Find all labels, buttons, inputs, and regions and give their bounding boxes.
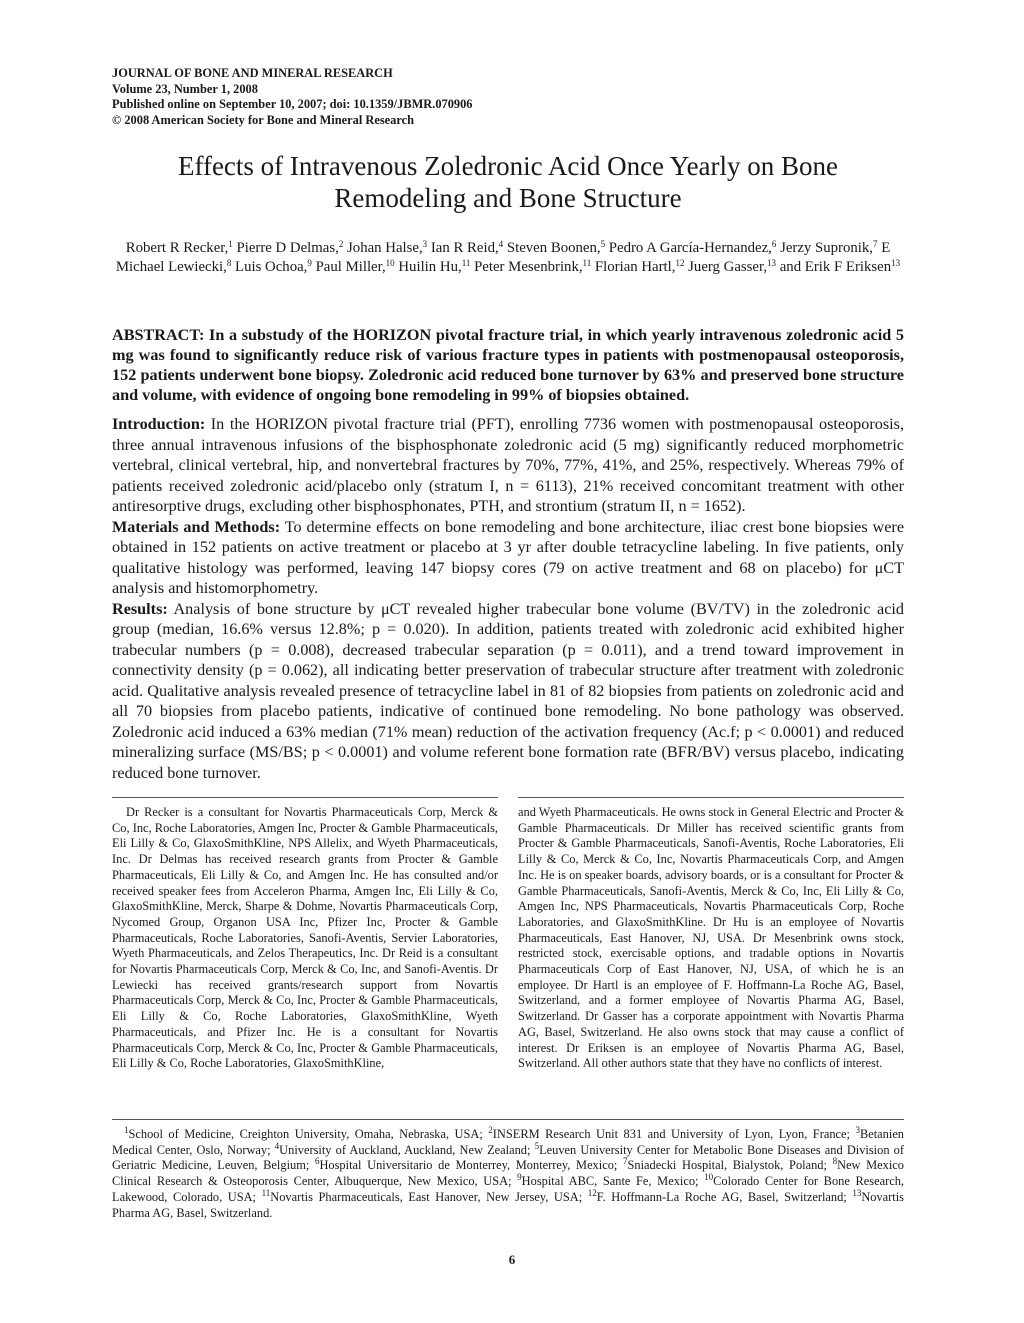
author-affiliation-mark: 1 <box>228 239 233 249</box>
author-name: Paul Miller, <box>315 259 386 275</box>
affiliation-text: Betanien Medical Center, Oslo, Norway; <box>112 1127 905 1157</box>
affiliation-text: University of Auckland, Auckland, New Zealand; <box>279 1142 535 1157</box>
author-name: Huilin Hu, <box>398 259 462 275</box>
author-affiliation-mark: 13 <box>767 258 777 268</box>
journal-doi: Published online on September 10, 2007; doi: 10.1359/JBMR.070906 <box>112 97 473 111</box>
author-affiliation-mark: 12 <box>675 258 685 268</box>
author <box>347 240 427 256</box>
author-name: E Michael Lewiecki, <box>115 240 891 275</box>
author <box>780 240 877 256</box>
affiliation-text: INSERM Research Unit 831 and University of Lyon, Lyon, France; <box>492 1127 856 1141</box>
affiliation-text: Hospital Universitario de Monterrey, Monterrey, Mexico; <box>319 1158 624 1173</box>
disclosure-left-column: Dr Recker is a consultant for Novartis Pharmaceuticals Corp, Merck & Co, Inc, Roche Laboratories, Amgen Inc, Procter & Gamble Pharmaceuticals, Eli Lilly & Co, GlaxoSmithKline, NPS Allelix, and Wyeth Pharmaceuticals, Inc. Dr Delmas has received research grants from Procter & Gamble Pharmaceuticals, Eli Lilly & Co, and Amgen Inc. He has consulted and/or received speaker fees from Acceleron Pharma, Amgen Inc, Eli Lilly & Co, GlaxoSmithKline, Merck, Sharpe & Dohme, Novartis Pharmaceuticals Corp, Nycomed Group, Organon USA Inc, Pfizer Inc, Procter & Gamble Pharmaceuticals, Roche Laboratories, Sanofi-Aventis, Servier Laboratories, Wyeth Pharmaceuticals, and Zelos Therapeutics, Inc. Dr Reid is a consultant for Novartis Pharmaceuticals Corp, Merck & Co, Inc, and Sanofi-Aventis. Dr Lewiecki has received grants/research support from Novartis Pharmaceuticals Corp, Merck & Co, Inc, Procter & Gamble Pharmaceuticals, Eli Lilly & Co, Roche Laboratories, GlaxoSmithKline, Wyeth Pharmaceuticals, and Pfizer Inc. He is a consultant for Novartis Pharmaceuticals Corp, Merck & Co, Inc, Procter & Gamble Pharmaceuticals, Eli Lilly & Co, Roche Laboratories, GlaxoSmithKline, <box>112 805 498 1071</box>
journal-name: JOURNAL OF BONE AND MINERAL RESEARCH <box>112 66 393 80</box>
author-name: Florian Hartl, <box>594 259 676 275</box>
affiliation-text: Colorado Center for Bone Research, Lakewood, Colorado, USA; <box>112 1174 904 1204</box>
author <box>688 259 776 275</box>
author-name: Peter Mesenbrink, <box>474 259 583 275</box>
author-name: Luis Ochoa, <box>235 259 308 275</box>
author-affiliation-mark: 7 <box>872 239 878 249</box>
affiliation-mark: 7 <box>623 1156 628 1167</box>
affiliation-mark: 2 <box>488 1125 493 1135</box>
author-name: Pierre D Delmas, <box>236 240 339 256</box>
author <box>237 240 344 256</box>
section-heading: Materials and Methods: <box>112 517 281 536</box>
author-affiliation-mark: 11 <box>582 258 592 268</box>
author <box>431 240 503 256</box>
author-affiliation-mark: 10 <box>385 258 395 268</box>
author <box>609 240 777 256</box>
author-name: Pedro A García-Hernandez, <box>608 240 772 256</box>
author-affiliation-mark: 13 <box>891 258 901 268</box>
author <box>398 259 470 275</box>
journal-header <box>112 66 912 128</box>
affiliation-divider <box>112 1119 904 1120</box>
author-affiliation-mark: 5 <box>600 239 606 249</box>
author-affiliation-mark: 8 <box>226 258 232 268</box>
affiliations <box>112 1127 904 1221</box>
author-name: Steven Boonen, <box>506 240 601 256</box>
author <box>474 259 591 275</box>
author-affiliation-mark: 11 <box>461 258 471 268</box>
affiliation-mark: 12 <box>587 1187 597 1198</box>
affiliation-text: School of Medicine, Creighton University, Omaha, Nebraska, USA; <box>128 1127 489 1141</box>
abstract-body <box>112 414 904 783</box>
author <box>235 259 312 275</box>
footnote-divider-left <box>112 797 498 798</box>
disclosure-right-column: and Wyeth Pharmaceuticals. He owns stock in General Electric and Procter & Gamble Pharmaceuticals. Dr Miller has received scientific grants from Procter & Gamble Pharmaceuticals, Sanofi-Aventis, Roche Laboratories, Eli Lilly & Co, Merck & Co, Inc, Novartis Pharmaceuticals Corp, and Amgen Inc. He is on speaker boards, advisory boards, or is a consultant for Procter & Gamble Pharmaceuticals, Sanofi-Aventis, Merck & Co, Inc, Eli Lilly & Co, Amgen Inc, NPS Pharmaceuticals, Novartis Pharmaceuticals Corp, Roche Laboratories, and GlaxoSmithKline. Dr Hu is an employee of Novartis Pharmaceuticals, East Hanover, NJ, USA. Dr Mesenbrink owns stock, restricted stock, exercisable options, and tradable options in Novartis Pharmaceuticals Corp of East Hanover, NJ, USA, of which he is an employee. Dr Hartl is an employee of F. Hoffmann-La Roche AG, Basel, Switzerland, and a former employee of Novartis Pharma AG, Basel, Switzerland. Dr Gasser has a corporate appointment with Novartis Pharma AG, Basel, Switzerland. He also owns stock that may cause a conflict of interest. Dr Eriksen is an employee of Novartis Pharma AG, Basel, Switzerland. All other authors state that they have no conflicts of interest. <box>518 805 904 1071</box>
section-heading: Introduction: <box>112 415 206 433</box>
journal-copyright: © 2008 American Society for Bone and Mineral Research <box>112 112 415 127</box>
affiliation-text: Hospital ABC, Sante Fe, Mexico; <box>521 1174 705 1189</box>
author <box>316 259 395 275</box>
affiliation-mark: 9 <box>517 1172 522 1183</box>
author-affiliation-mark: 2 <box>338 239 344 249</box>
affiliation-text: F. Hoffmann-La Roche AG, Basel, Switzerland; <box>596 1189 853 1204</box>
section-text: Analysis of bone structure by μCT revealed higher trabecular bone volume (BV/TV) in the zoledronic acid group (median, 16.6% versus 12.8%; p = 0.020). In addition, patients treated with zoledronic acid exhibited higher trabecular numbers (p = 0.008), decreased trabecular separation (p = 0.011), and a trend toward improvement in connectivity density (p = 0.062), all indicating better preservation of trabecular structure after treatment with zoledronic acid. Qualitative analysis revealed presence of tetracycline label in 81 of 82 biopsies from patients on zoledronic acid and all 70 biopsies from placebo patients, indicative of continued bone remodeling. No bone pathology was observed. Zoledronic acid induced a 63% median (71% mean) reduction of the activation frequency (Ac.f; p < 0.0001) and reduced mineralizing surface (MS/BS; p < 0.0001) and volume referent bone formation rate (BFR/BV) versus placebo, indicating reduced bone turnover. <box>112 599 904 782</box>
abstract-section <box>112 599 904 784</box>
affiliation-mark: 8 <box>832 1156 838 1167</box>
author-affiliation-mark: 4 <box>498 239 504 249</box>
affiliation-mark: 6 <box>314 1156 320 1167</box>
affiliation-text: New Mexico Clinical Research & Osteoporosis Center, Albuquerque, New Mexico, USA; <box>112 1158 905 1189</box>
author-name: Robert R Recker, <box>125 240 229 256</box>
affiliation-mark: 5 <box>534 1140 540 1151</box>
affiliation-mark: 13 <box>852 1187 862 1198</box>
author-name: and Erik F Eriksen <box>779 259 892 275</box>
author-name: Ian R Reid, <box>430 240 499 256</box>
section-text: In the HORIZON pivotal fracture trial (PFT), enrolling 7736 women with postmenopausal osteoporosis, three annual intravenous infusions of the bisphosphonate zoledronic acid (5 mg) significantly reduced morphometric vertebral, clinical vertebral, hip, and nonvertebral fractures by 70%, 77%, 41%, and 25%, respectively. Whereas 79% of patients received zoledronic acid/placebo only (stratum I, n = 6113), 21% received concomitant treatment with other antiresorptive drugs, excluding other bisphosphonates, PTH, and strontium (stratum II, n = 1652). <box>112 415 904 515</box>
footnote-divider-right <box>518 797 904 798</box>
author <box>126 240 233 256</box>
author-name: Juerg Gasser, <box>688 259 768 275</box>
affiliation-mark: 3 <box>855 1125 860 1135</box>
paper-title: Effects of Intravenous Zoledronic Acid Once Yearly on Bone Remodeling and Bone Structure <box>177 151 839 213</box>
author-name: Johan Halse, <box>347 240 423 256</box>
abstract-summary: ABSTRACT: In a substudy of the HORIZON pivotal fracture trial, in which yearly intravenous zoledronic acid 5 mg was found to significantly reduce risk of various fracture types in patients with postmenopausal osteoporosis, 152 patients underwent bone biopsy. Zoledronic acid reduced bone turnover by 63% and preserved bone structure and volume, with evidence of ongoing bone remodeling in 99% of biopsies obtained. <box>112 326 904 404</box>
affiliation-text: Sniadecki Hospital, Bialystok, Poland; <box>627 1158 833 1173</box>
affiliation-mark: 1 <box>124 1125 129 1135</box>
affiliation-text: Leuven University Center for Metabolic Bone Diseases and Division of Geriatric Medicine, Leuven, Belgium; <box>112 1142 904 1173</box>
affiliation-text: Novartis Pharma AG, Basel, Switzerland. <box>112 1189 904 1220</box>
affiliation-mark: 11 <box>261 1187 271 1198</box>
author-name: Jerzy Supronik, <box>780 240 873 256</box>
author-affiliation-mark: 3 <box>422 239 428 249</box>
affiliation-text: Novartis Pharmaceuticals, East Hanover, New Jersey, USA; <box>270 1189 588 1204</box>
abstract-section <box>112 517 904 599</box>
author-list <box>112 239 904 277</box>
author <box>507 240 605 256</box>
author-affiliation-mark: 9 <box>307 258 312 268</box>
page-number: 6 <box>508 1252 516 1267</box>
author <box>595 259 685 275</box>
author <box>780 259 900 275</box>
journal-volume: Volume 23, Number 1, 2008 <box>112 81 258 96</box>
affiliation-mark: 10 <box>704 1172 714 1183</box>
author-affiliation-mark: 6 <box>771 239 777 249</box>
abstract-section <box>112 414 904 517</box>
affiliation-mark: 4 <box>274 1140 280 1151</box>
section-heading: Results: <box>112 599 168 618</box>
section-text: To determine effects on bone remodeling and bone architecture, iliac crest bone biopsies were obtained in 152 patients on active treatment or placebo at 3 yr after double tetracycline labeling. In five patients, only qualitative histology was performed, leaving 147 biopsy cores (79 on active treatment and 68 on placebo) for μCT analysis and histomorphometry. <box>112 517 905 597</box>
